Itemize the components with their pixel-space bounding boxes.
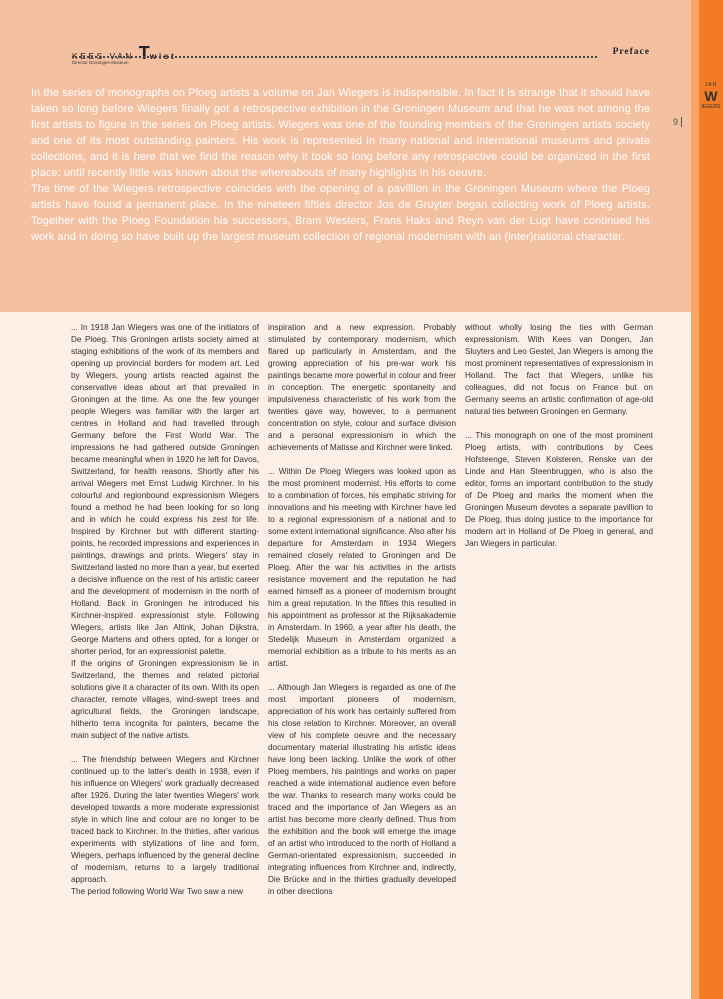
page-number: 9 [673,117,682,127]
intro-paragraph: In the series of monographs on Ploeg artists a volume on Jan Wiegers is indispensible. In fact it is strange that it should have taken so long before Wiegers finally got a retrospective exhibition in the Groningen Museum and that he was not among the first artists to figure in the series on Ploeg artists. Wiegers was one of the founding members of the Groningen artists society and one of its most outstanding painters. His work is represented in many national and international museums and private collections, and it is here that we find the reason why it took so long before any retrospective could be organized in the first place: until recently little was known about the whereabouts of many highlights in his oeuvre. [31,87,650,179]
running-title [700,82,722,111]
author-initial: T [138,43,150,63]
running-title-top: JAN [704,82,718,88]
author-first: KEES VAN [72,51,134,61]
page-header [72,37,650,67]
intro-text [31,85,650,245]
paragraph: without wholly losing the ties with German expressionism. With Kees van Dongen, Jan Sluyters and Leo Gestel, Jan Wiegers is among the most prominent representatives of expressionism in Holland. The fact that Wiegers, unlike his colleagues, did not focus on France but on Germany seems an artistic confirmation of age-old natural ties between Groningen en Germany. [465,323,653,416]
paragraph: ... Although Jan Wiegers is regarded as one of the most important pioneers of modernism, appreciation of his work has certainly suffered from his close relation to Kirchner. Moreover, an overall view of his complete oeuvre and the necessary documentary material illustrating his artistic ideas have long been lacking. Unlike the work of other Ploeg members, his paintings and works on paper reached a wide international audience even before the war. Thanks to research many works could be traced and the importance of Jan Wiegers as an artist has become more clearly defined. Thus from the exhibition and the book will emerge the image of an artist who introduced to the north of Holland a German-orientated expressionism, succeeded in integrating influences from Kirchner and, indirectly, Die Brücke and in the thirties gradually developed in other directions [268,683,456,896]
paragraph: ... The friendship between Wiegers and Kirchner continued up to the latter's death in 1938, even if his influence on Wiegers' work gradually decreased after 1926. During the later twenties Wiegers' work developed towards a more moderate expressionist style in which line and colour are no longer to be traced back to Kirchner. In the thirties, after various experiments with stylizations of line and form, Wiegers, perhaps influenced by the general decline of modernism, returns to a largely traditional approach. [71,755,259,884]
author-role: Director Groningen Museum [72,60,129,65]
paragraph: If the origins of Groningen expressionism lie in Switzerland, the themes and related pictorial solutions give it a character of its own. With its open character, remote villages, wind-swept trees and agricultural fields, the Groningen landscape, hitherto terra incognita for painters, became the main subject of the native artists. [71,659,259,740]
paragraph: ... Within De Ploeg Wiegers was looked upon as the most prominent modernist. His efforts to come to a combination of forces, his emphatic striving for innovations and his meeting with Kirchner have led to a regional expressionism of a national and to some extent international significance. Also after his departure for Amsterdam in 1934 Wiegers remained closely related to Groningen and De Ploeg. After the war his activities in the artists resistance movement and the reputation he had earned himself as a pioneer of modernism brought him a great reputation. In the fifties this resulted in his appointment as professor at the Rijksakademie in Amsterdam. In 1960, a year after his death, the Stedelijk Museum in Amsterdam organized a memorial exhibition as a tribute to his merits as an artist. [268,467,456,668]
text-column-3 [465,322,653,562]
running-title-initial: W [704,88,718,104]
text-column-1 [71,322,259,898]
intro-paragraph: The time of the Wiegers retrospective coincides with the opening of a pavillion in the Groningen Museum where the Ploeg artists have found a pemanent place. In the nineteen fifties director Jos de Gruyter began collecting work of Ploeg artists. Together with the Ploeg Foundation his successors, Bram Westers, Frans Haks and Reyn van der Lugt have continued his work and in doing so have built up the largest museum collection of regional modernism with an (inter)national character. [31,183,650,243]
dotted-rule [72,56,597,58]
text-column-2 [268,322,456,910]
paragraph: ... In 1918 Jan Wiegers was one of the initiators of De Ploeg. This Groningen artists society aimed at staging exhibitions of the work of its members and opening up provincial borders for modern art. Led by Wiegers, young artists reacted against the conservative ideas about art that prevailed in Groningen at the time. As one the few younger people Wiegers was familiar with the larger art centres in Holland and had travelled through Germany before the First World War. The impressions he had gathered outside Groningen became meaningful when in 1920 he left for Davos, Switzerland, for health reasons. Shortly after his arrival Wiegers met Ernst Ludwig Kirchner. In his colourful and regionbound expressionism Wiegers found a method he had been looking for so long and in which he could express his zest for life. Inspired by Kirchner but with different starting-points, he recorded impressions and experiences in paintings, drawings and prints. Wiegers' stay in Switzerland lasted no more than a year, but exerted a decisive influence on the rest of his artistic career and the development of modernism in the north of Holland. Back in Groningen he introduced his Kirchner-inspired expressionist style. Following Wiegers, artists like Jan Altink, Johan Dijkstra, George Martens and others opted, for a longer or shorter period, for an expressionist palette. [71,323,259,656]
paragraph: inspiration and a new expression. Probably stimulated by contemporary modernism, which flared up particularly in Amsterdam, and the growing appreciation of his pre-war work his paintings became more powerful in colour and freer in conception. The energetic spontaneity and impulsiveness characteristic of his work from the twenties gave way, however, to a permanent concentration on style, colour and surface division and a personal expressionism in which the achievements of Matisse and Kirchner were linked. [268,323,456,452]
edge-strip-highlight [691,0,699,999]
section-title: Preface [612,47,650,57]
paragraph: The period following World War Two saw a new [71,887,243,896]
author-rest: wist [149,51,177,61]
paragraph: ... This monograph on one of the most prominent Ploeg artists, with contributions by Cees Hofsteenge, Steven Kolsteren, Renske van der Linde and Han Steenbruggen, who is also the editor, forms an important contribution to the study of De Ploeg and marks the moment when the Groningen Museum devotes a separate pavillion to De Ploeg, thus doing justice to the importance for modern art in Holland of De Ploeg in general, and Jan Wiegers in particular. [465,431,653,548]
running-title-bottom: IEGERS [701,104,721,110]
